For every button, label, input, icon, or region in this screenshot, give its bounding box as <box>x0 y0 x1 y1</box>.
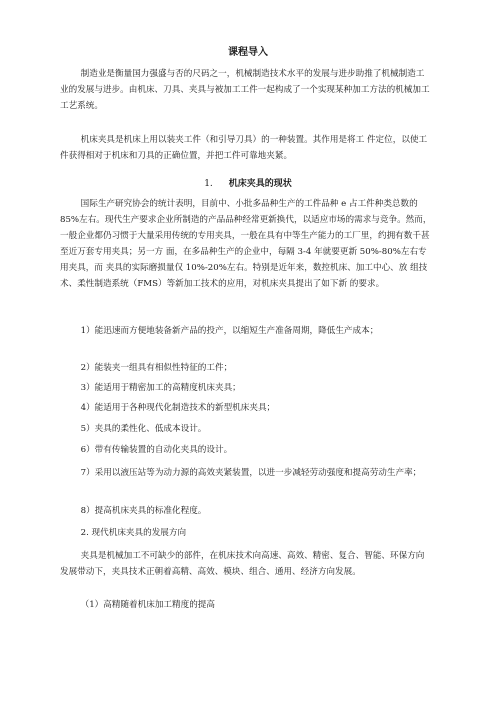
requirement-item-6: 6）带有传输装置的自动化夹具的设计。 <box>80 445 233 455</box>
intro-paragraph-1: 制造业是衡量国力强盛与否的尺码之一，机械制造技术水平的发展与进步助推了机械制造工业的发展与进步。由机床、刀具、夹具与被加工工件一起构成了一个实现某种加工方法的机械加工工艺系统。 <box>60 69 430 111</box>
requirement-item-3: 3）能适用于精密加工的高精度机床夹具； <box>80 383 241 393</box>
section-1-heading <box>0 176 496 189</box>
requirement-item-5: 5）夹具的柔性化、低成本设计。 <box>80 424 207 434</box>
page-title: 课程导入 <box>228 47 268 58</box>
section-2-subheading: （1）高精随着机床加工精度的提高 <box>80 600 215 610</box>
requirement-item-4: 4）能适用于各种现代化制造技术的新型机床夹具； <box>80 403 276 413</box>
section-1-number: 1. <box>204 179 213 189</box>
intro-paragraph-2: 机床夹具是机床上用以装夹工件（和引导刀具）的一种装置。其作用是将工 件定位，以使工件获得相对于机床和刀具的正确位置，并把工件可靠地夹紧。 <box>60 135 428 161</box>
section-2-body: 夹具是机械加工不可缺少的部件，在机床技术向高速、高效、精密、复合、智能、环保方向发展带动下，夹具技术正朝着高精、高效、模块、组合、通用、经济方向发展。 <box>60 551 425 577</box>
section-1-body: 国际生产研究协会的统计表明，目前中、小批多品种生产的工件品种 e 占工件种类总数的 85%左右。现代生产要求企业所制造的产品品种经常更新换代，以适应市场的需求与竞争。然而，一般企业都仍习惯于大量采用传统的专用夹具，一般在具有中等生产能力的工厂里，约拥有数千甚至近万套专用夹具；另一方 面，在多品种生产的企业中，每隔 3-4 年就要更新 50%-80%左右专用夹具，而 夹具的实际磨损量仅 10%-20%左右。特别是近年来，数控机床、加工中心、放 组技术、柔性制造系统（FMS）等新加工技术的应用，对机床夹具提出了如下新 的要求。 <box>60 199 432 289</box>
section-2-heading: 2. 现代机床夹具的发展方向 <box>80 528 187 538</box>
requirement-item-2: 2）能装夹一组具有相似性特征的工件； <box>80 363 233 373</box>
requirement-item-1: 1）能迅速而方便地装备新产品的投产，以缩短生产准备周期，降低生产成本； <box>80 326 379 336</box>
requirement-item-7: 7）采用以液压站等为动力源的高效夹紧装置，以进一步减轻劳动强度和提高劳动生产率； <box>80 468 422 478</box>
section-1-title: 机床夹具的现状 <box>228 179 292 189</box>
requirement-item-8: 8）提高机床夹具的标准化程度。 <box>80 506 207 516</box>
